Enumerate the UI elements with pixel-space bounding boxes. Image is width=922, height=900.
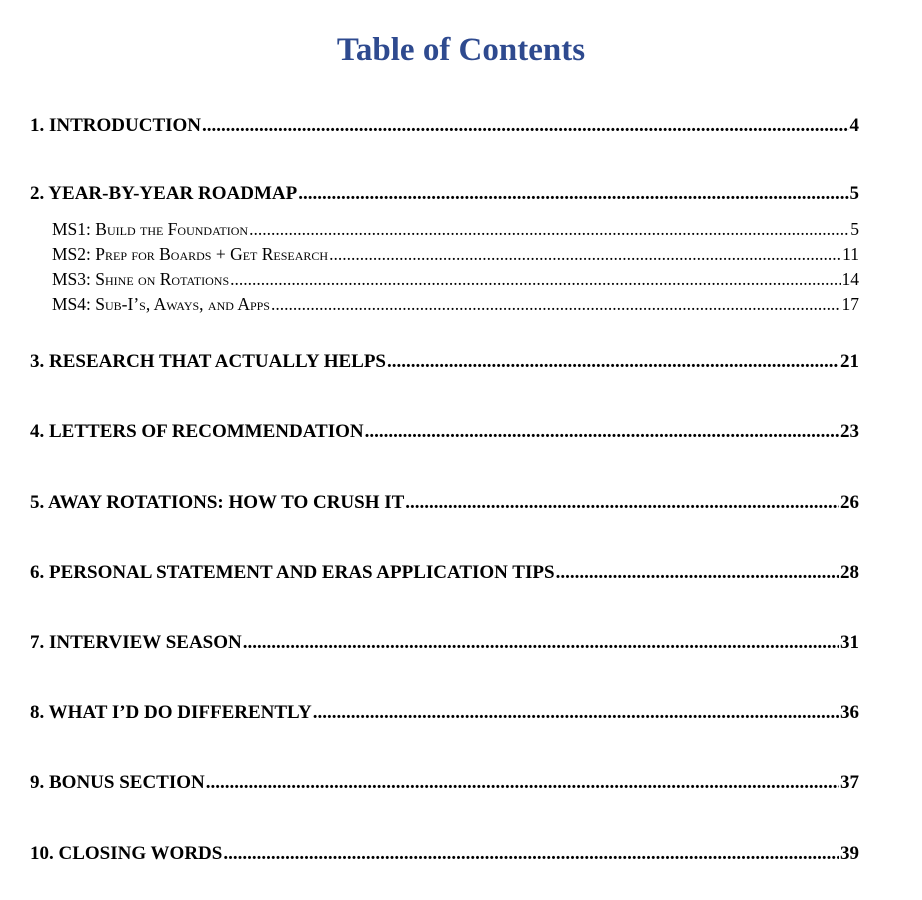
toc-subentry-page: 17 (841, 294, 859, 314)
toc-subentry-label: MS1: Build the Foundation (52, 219, 249, 239)
toc-subentry-label: MS4: Sub-I’s, Aways, and Apps (52, 294, 270, 314)
toc-entry-letters[interactable] (30, 421, 859, 445)
toc-entry-closing-words[interactable] (30, 843, 859, 867)
toc-entry-bonus[interactable] (30, 772, 859, 796)
toc-entry-research[interactable] (30, 351, 859, 375)
toc-entry-label: 2. YEAR-BY-YEAR ROADMAP (30, 183, 298, 204)
toc-entry-page: 31 (840, 632, 859, 653)
toc-entry-personal-statement[interactable] (30, 562, 859, 586)
toc-entry-label: 7. INTERVIEW SEASON (30, 632, 242, 653)
dot-leader (298, 183, 848, 205)
toc-entry-roadmap[interactable] (30, 183, 859, 207)
toc-entry-label: 9. BONUS SECTION (30, 772, 205, 793)
page-title: Table of Contents (336, 32, 586, 68)
toc-subentry-label: MS2: Prep for Boards + Get Research (52, 244, 329, 264)
dot-leader (230, 269, 840, 290)
toc-entry-interview-season[interactable] (30, 632, 859, 656)
dot-leader (206, 772, 839, 794)
dot-leader (243, 632, 839, 654)
toc-entry-page: 5 (849, 183, 859, 204)
toc-entry-page: 39 (840, 843, 859, 864)
dot-leader (202, 115, 848, 137)
dot-leader (249, 219, 849, 240)
toc-subentry-ms1[interactable] (52, 219, 859, 241)
toc-entry-page: 37 (840, 772, 859, 793)
toc-entry-page: 26 (840, 492, 859, 513)
dot-leader (556, 562, 839, 584)
toc-entry-label: 3. RESEARCH THAT ACTUALLY HELPS (30, 351, 386, 372)
dot-leader (365, 421, 839, 443)
dot-leader (223, 843, 839, 865)
toc-entry-page: 23 (840, 421, 859, 442)
toc-subentry-page: 14 (841, 269, 859, 289)
toc-entry-introduction[interactable] (30, 115, 859, 139)
toc-entry-label: 5. AWAY ROTATIONS: HOW TO CRUSH IT (30, 492, 405, 513)
toc-subentry-ms2[interactable] (52, 244, 859, 266)
dot-leader (313, 702, 839, 724)
toc-subentry-label: MS3: Shine on Rotations (52, 269, 230, 289)
toc-subentry-ms4[interactable] (52, 294, 859, 316)
toc-entry-label: 4. LETTERS OF RECOMMENDATION (30, 421, 364, 442)
dot-leader (271, 294, 841, 315)
toc-entry-page: 21 (840, 351, 859, 372)
toc-entry-label: 10. CLOSING WORDS (30, 843, 223, 864)
toc-entry-page: 4 (849, 115, 859, 136)
toc-subentry-ms3[interactable] (52, 269, 859, 291)
toc-subentry-page: 11 (842, 244, 859, 264)
toc-entry-label: 8. WHAT I’D DO DIFFERENTLY (30, 702, 312, 723)
toc-entry-differently[interactable] (30, 702, 859, 726)
dot-leader (329, 244, 841, 265)
toc-entry-page: 28 (840, 562, 859, 583)
toc-entry-label: 6. PERSONAL STATEMENT AND ERAS APPLICATION TIPS (30, 562, 555, 583)
toc-entry-away-rotations[interactable] (30, 492, 859, 516)
toc-entry-label: 1. INTRODUCTION (30, 115, 202, 136)
toc-entry-page: 36 (840, 702, 859, 723)
dot-leader (405, 492, 839, 514)
toc-subentry-page: 5 (850, 219, 859, 239)
dot-leader (387, 351, 839, 373)
